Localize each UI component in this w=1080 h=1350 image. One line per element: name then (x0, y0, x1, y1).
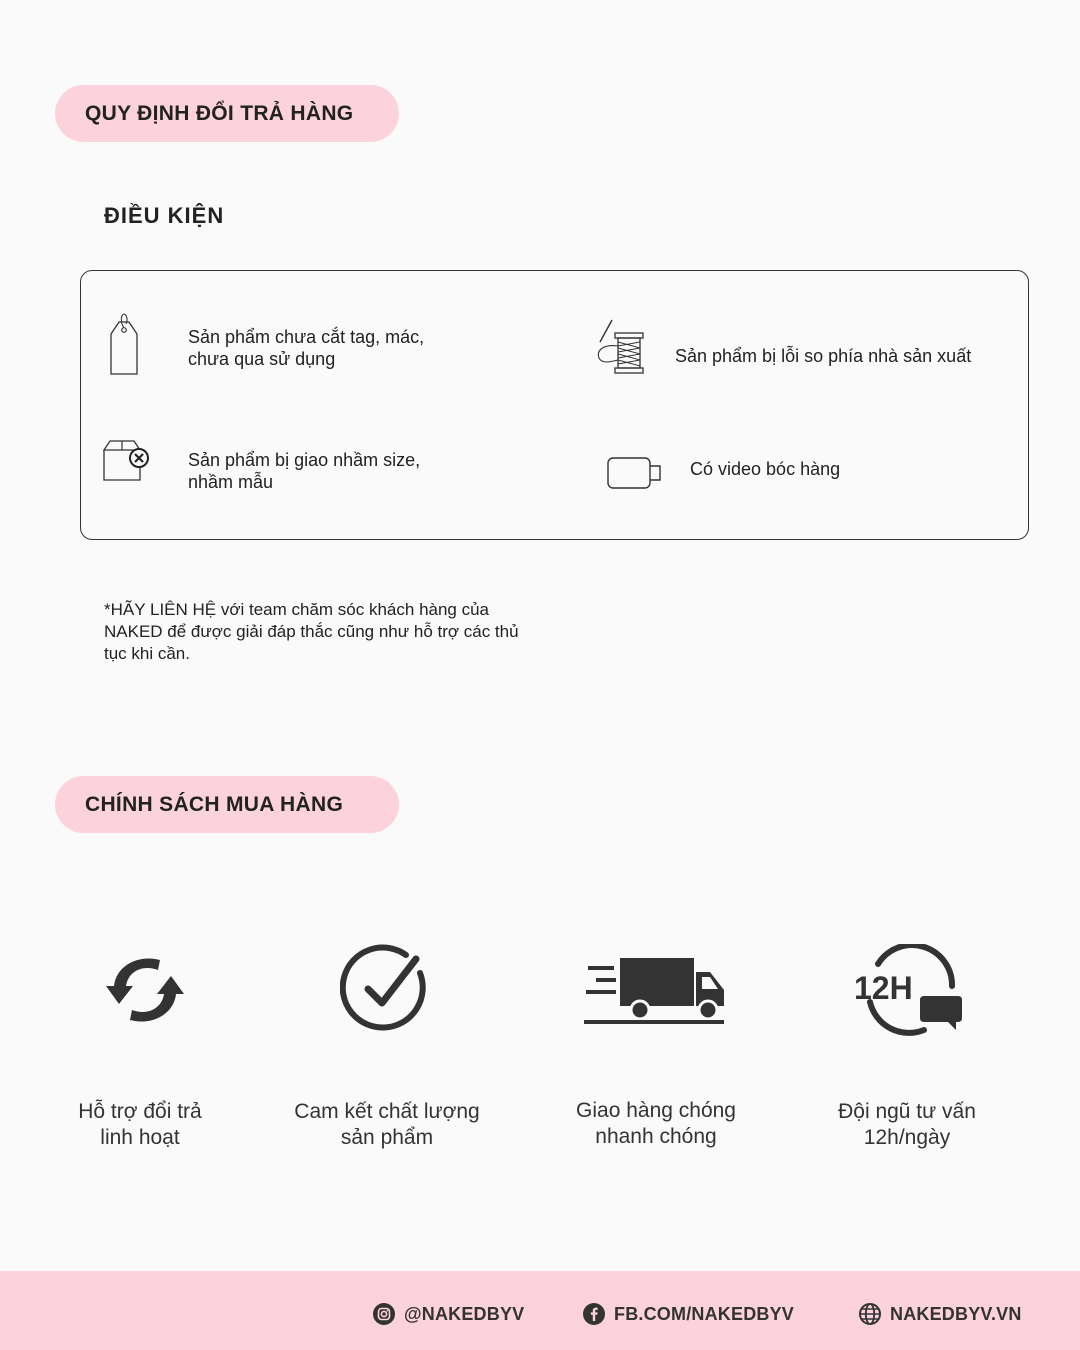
feature-label-quality: Cam kết chất lượng sản phẩm (294, 1100, 480, 1149)
contact-note: *HÃY LIÊN HỆ với team chăm sóc khách hàng của NAKED để được giải đáp thắc cũng như hỗ trợ các thủ tục khi cần. (104, 600, 519, 663)
condition-text-unboxing-video: Có video bóc hàng (690, 459, 841, 479)
return-policy-title: QUY ĐỊNH ĐỔI TRẢ HÀNG (85, 101, 354, 125)
instagram-icon (372, 1302, 396, 1326)
feature-label-support: Đội ngũ tư vấn 12h/ngày (838, 1100, 976, 1149)
tag-icon (108, 312, 140, 376)
condition-text-wrong-item: Sản phẩm bị giao nhầm size, nhầm mẫu (188, 450, 421, 492)
website-link[interactable] (858, 1300, 1022, 1328)
conditions-box (80, 270, 1029, 540)
globe-icon (858, 1302, 882, 1326)
feature-label-exchange: Hỗ trợ đổi trả linh hoạt (78, 1100, 202, 1149)
exchange-arrows-icon (102, 950, 188, 1030)
thread-spool-icon (594, 318, 646, 376)
wrong-box-icon (102, 438, 152, 482)
facebook-icon (582, 1302, 606, 1326)
instagram-link[interactable] (372, 1300, 524, 1328)
purchase-policy-title: CHÍNH SÁCH MUA HÀNG (85, 792, 344, 816)
conditions-heading: ĐIỀU KIỆN (104, 203, 225, 228)
delivery-truck-icon (584, 954, 728, 1026)
condition-text-unused: Sản phẩm chưa cắt tag, mác, chưa qua sử dụng (188, 327, 425, 369)
condition-text-defect: Sản phẩm bị lỗi so phía nhà sản xuất (675, 346, 972, 366)
facebook-url: FB.COM/NAKEDBYV (614, 1303, 795, 1324)
video-camera-icon (606, 456, 664, 490)
support-12h-icon (852, 944, 964, 1038)
instagram-handle: @NAKEDBYV (404, 1303, 525, 1324)
facebook-link[interactable] (582, 1300, 794, 1328)
check-circle-icon (340, 943, 434, 1037)
website-url: NAKEDBYV.VN (890, 1303, 1022, 1324)
feature-label-fast-delivery: Giao hàng chóng nhanh chóng (576, 1099, 736, 1148)
purchase-policy-title-pill (55, 776, 399, 833)
return-policy-title-pill (55, 85, 399, 142)
icon-12h-text: 12H (854, 970, 913, 1006)
